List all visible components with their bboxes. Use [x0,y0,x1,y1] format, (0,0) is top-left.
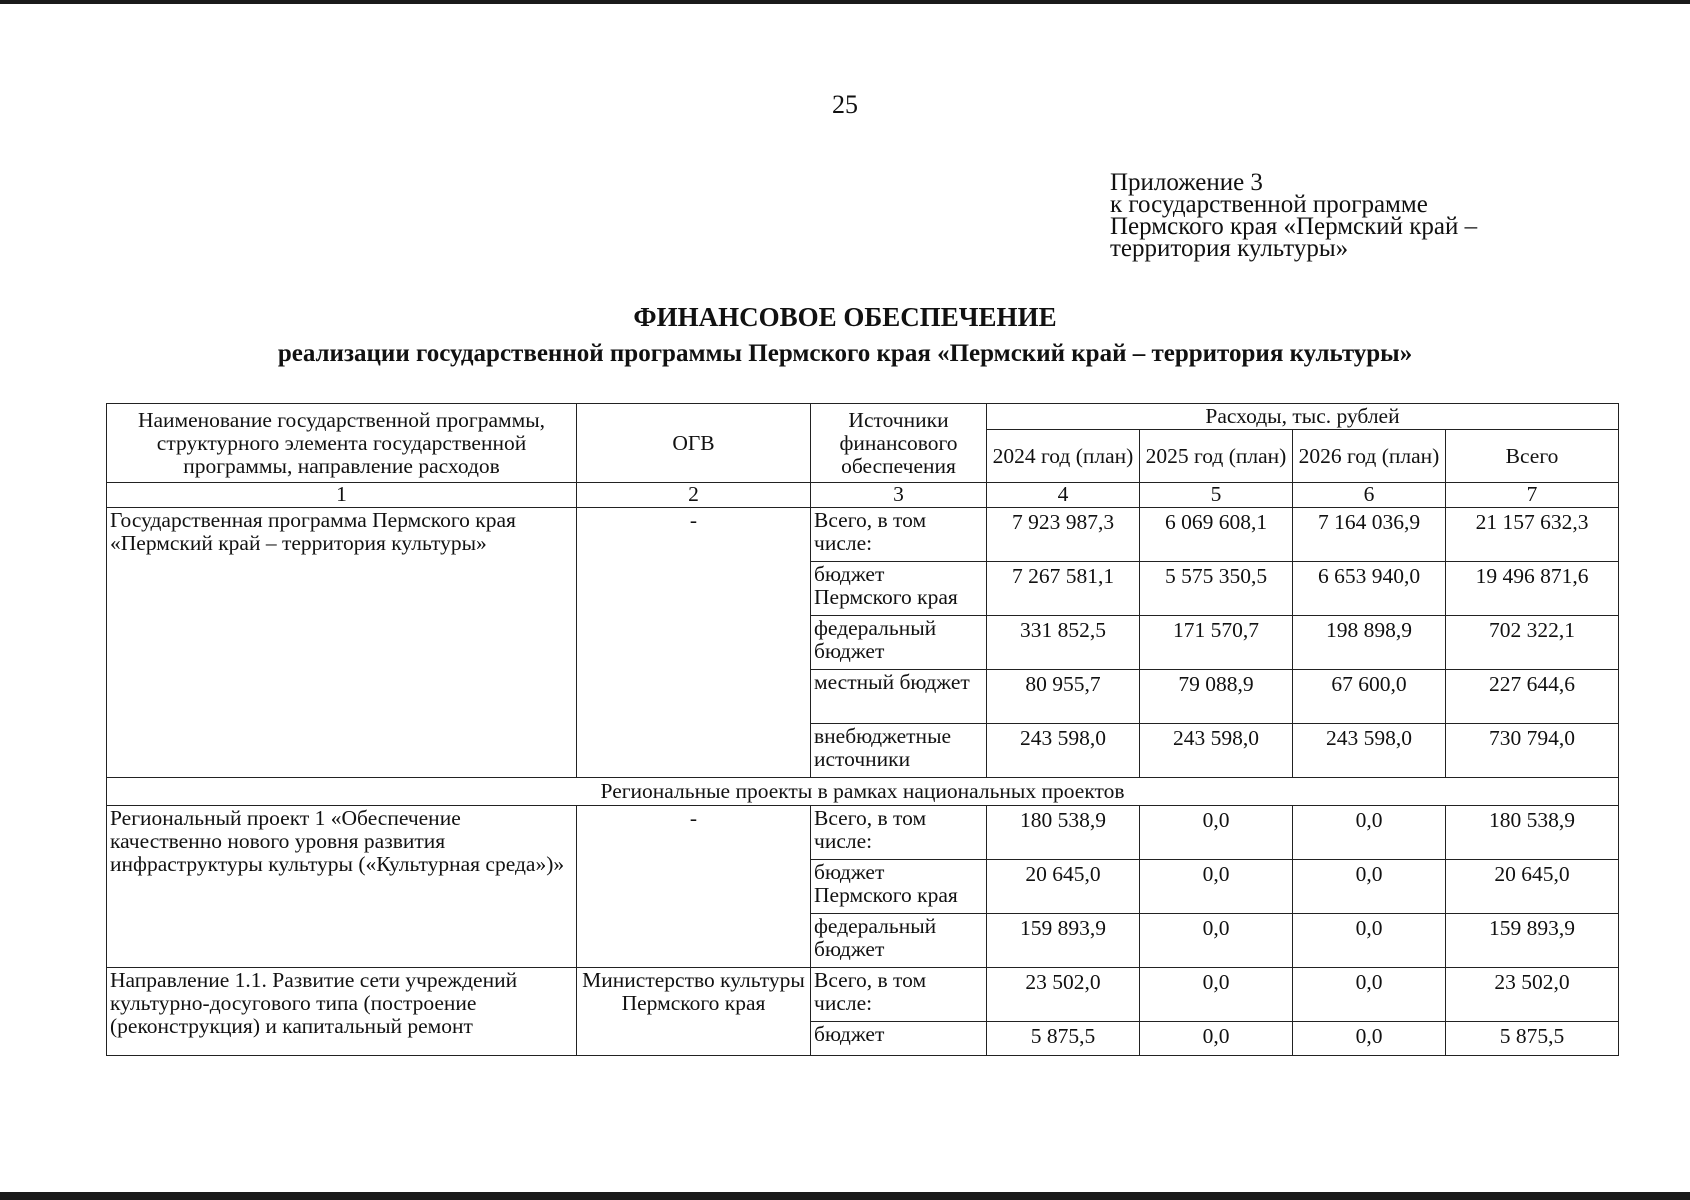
value-2026: 0,0 [1293,860,1446,914]
column-number: 1 [107,483,577,508]
value-2024: 180 538,9 [987,806,1140,860]
project-ogv: - [577,806,811,968]
direction-ogv: Министерство культуры Пермского края [577,968,811,1056]
source-cell: местный бюджет [811,670,987,724]
header-2024: 2024 год (план) [987,430,1140,483]
column-number: 5 [1140,483,1293,508]
source-cell: Всего, в том числе: [811,508,987,562]
value-2026: 198 898,9 [1293,616,1446,670]
value-2026: 0,0 [1293,968,1446,1022]
scan-top-edge [0,0,1690,4]
source-cell: бюджет Пермского края [811,562,987,616]
source-cell: бюджет [811,1022,987,1056]
value-total: 19 496 871,6 [1446,562,1619,616]
program-ogv: - [577,508,811,778]
value-2025: 79 088,9 [1140,670,1293,724]
value-2024: 159 893,9 [987,914,1140,968]
column-number: 4 [987,483,1140,508]
section-title: Региональные проекты в рамках национальных проектов [107,778,1619,806]
table-row [107,968,1619,1022]
source-cell: федеральный бюджет [811,616,987,670]
value-2025: 243 598,0 [1140,724,1293,778]
value-2026: 67 600,0 [1293,670,1446,724]
column-number: 3 [811,483,987,508]
value-2026: 243 598,0 [1293,724,1446,778]
value-2025: 0,0 [1140,914,1293,968]
value-2024: 20 645,0 [987,860,1140,914]
value-2025: 0,0 [1140,860,1293,914]
table-row [107,806,1619,860]
value-2025: 0,0 [1140,1022,1293,1056]
document-title: ФИНАНСОВОЕ ОБЕСПЕЧЕНИЕ [633,302,1057,332]
value-2024: 80 955,7 [987,670,1140,724]
value-2025: 5 575 350,5 [1140,562,1293,616]
header-2026: 2026 год (план) [1293,430,1446,483]
value-2024: 23 502,0 [987,968,1140,1022]
page-number: 25 [832,90,858,119]
header-2025: 2025 год (план) [1140,430,1293,483]
scan-bottom-edge [0,1192,1690,1200]
header-total: Всего [1446,430,1619,483]
appendix-note: Приложение 3 к государственной программе Пермского края «Пермский край – территория культуры» [1110,169,1478,262]
column-number: 6 [1293,483,1446,508]
value-2024: 5 875,5 [987,1022,1140,1056]
value-2024: 243 598,0 [987,724,1140,778]
program-name: Государственная программа Пермского края «Пермский край – территория культуры» [107,508,577,778]
header-ogv: ОГВ [577,404,811,483]
value-2026: 6 653 940,0 [1293,562,1446,616]
value-total: 180 538,9 [1446,806,1619,860]
table-row [107,508,1619,562]
value-total: 227 644,6 [1446,670,1619,724]
financing-table [106,403,1619,1056]
value-2024: 7 267 581,1 [987,562,1140,616]
source-cell: внебюджетные источники [811,724,987,778]
value-total: 730 794,0 [1446,724,1619,778]
project-name: Региональный проект 1 «Обеспечение качественно нового уровня развития инфраструктуры культуры («Культурная среда»)» [107,806,577,968]
value-2025: 171 570,7 [1140,616,1293,670]
value-2025: 6 069 608,1 [1140,508,1293,562]
column-number: 2 [577,483,811,508]
value-total: 159 893,9 [1446,914,1619,968]
value-total: 20 645,0 [1446,860,1619,914]
header-name: Наименование государственной программы, структурного элемента государственной программы, направление расходов [107,404,577,483]
value-total: 702 322,1 [1446,616,1619,670]
value-2026: 0,0 [1293,1022,1446,1056]
value-2025: 0,0 [1140,806,1293,860]
source-cell: федеральный бюджет [811,914,987,968]
direction-name: Направление 1.1. Развитие сети учреждений культурно-досугового типа (построение (реконструкция) и капитальный ремонт [107,968,577,1056]
value-2026: 0,0 [1293,914,1446,968]
value-2024: 7 923 987,3 [987,508,1140,562]
value-2024: 331 852,5 [987,616,1140,670]
column-numbers-row [107,483,1619,508]
source-cell: Всего, в том числе: [811,806,987,860]
value-2025: 0,0 [1140,968,1293,1022]
header-expenses: Расходы, тыс. рублей [987,404,1619,430]
column-number: 7 [1446,483,1619,508]
header-sources: Источники финансового обеспечения [811,404,987,483]
source-cell: Всего, в том числе: [811,968,987,1022]
source-cell: бюджет Пермского края [811,860,987,914]
value-total: 5 875,5 [1446,1022,1619,1056]
document-subtitle: реализации государственной программы Пермского края «Пермский край – территория культуры» [277,340,1413,367]
value-2026: 0,0 [1293,806,1446,860]
value-total: 21 157 632,3 [1446,508,1619,562]
value-total: 23 502,0 [1446,968,1619,1022]
value-2026: 7 164 036,9 [1293,508,1446,562]
section-row [107,778,1619,806]
